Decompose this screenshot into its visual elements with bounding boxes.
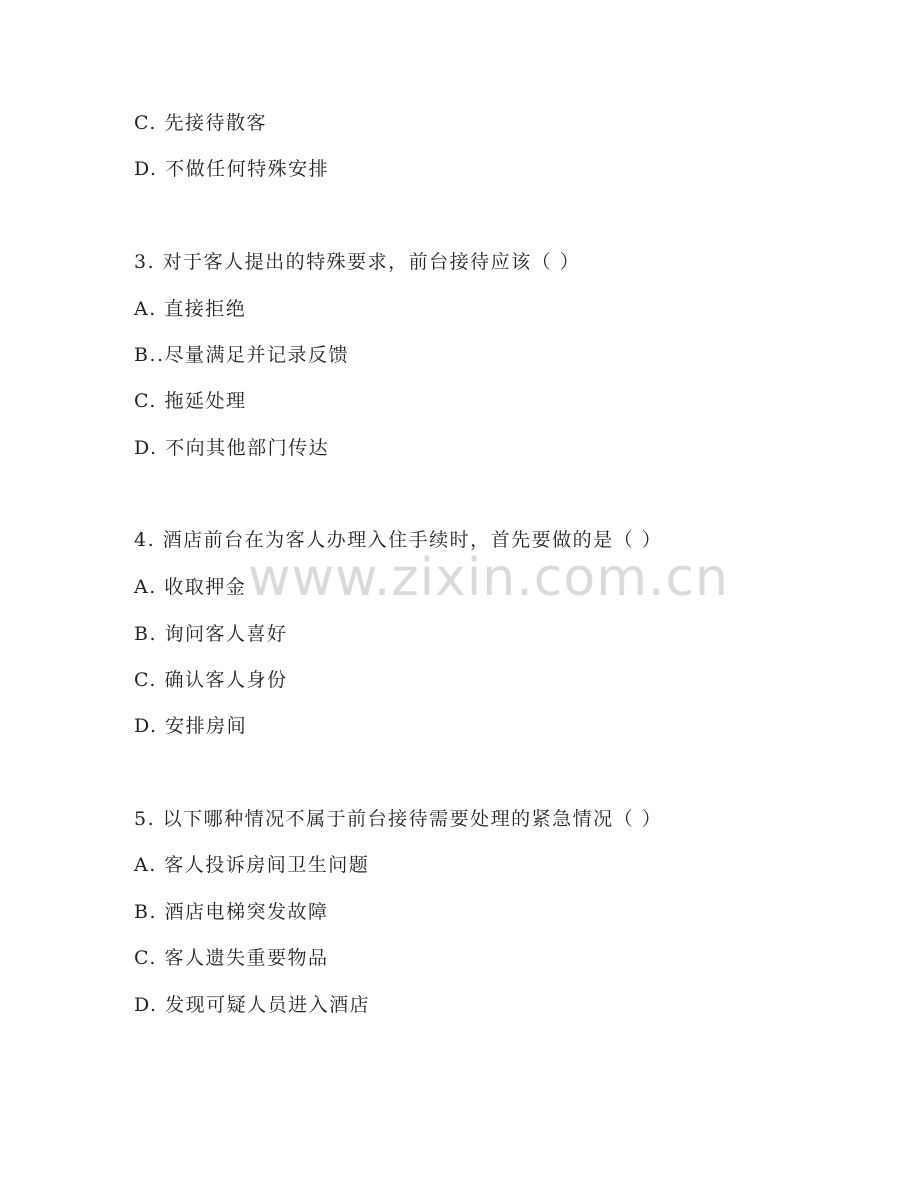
- option-a: A. 收取押金: [134, 576, 247, 598]
- option-b: B..尽量满足并记录反馈: [134, 344, 350, 366]
- option-d: D. 不向其他部门传达: [134, 437, 330, 459]
- question-3: 3. 对于客人提出的特殊要求，前台接待应该（ ）: [134, 251, 581, 273]
- option-b: B. 酒店电梯突发故障: [134, 901, 329, 923]
- option-c: C. 先接待散客: [134, 112, 267, 134]
- option-d: D. 不做任何特殊安排: [134, 158, 330, 180]
- question-5: 5. 以下哪种情况不属于前台接待需要处理的紧急情况（ ）: [134, 808, 663, 830]
- option-d: D. 发现可疑人员进入酒店: [134, 994, 371, 1016]
- option-c: C. 确认客人身份: [134, 669, 288, 691]
- option-c: C. 拖延处理: [134, 390, 247, 412]
- question-4: 4. 酒店前台在为客人办理入住手续时，首先要做的是（ ）: [134, 529, 663, 551]
- watermark: www.zixin.com.cn: [248, 548, 729, 608]
- option-a: A. 客人投诉房间卫生问题: [134, 854, 370, 876]
- option-c: C. 客人遗失重要物品: [134, 947, 329, 969]
- option-a: A. 直接拒绝: [134, 298, 247, 320]
- option-b: B. 询问客人喜好: [134, 623, 288, 645]
- option-d: D. 安排房间: [134, 715, 248, 737]
